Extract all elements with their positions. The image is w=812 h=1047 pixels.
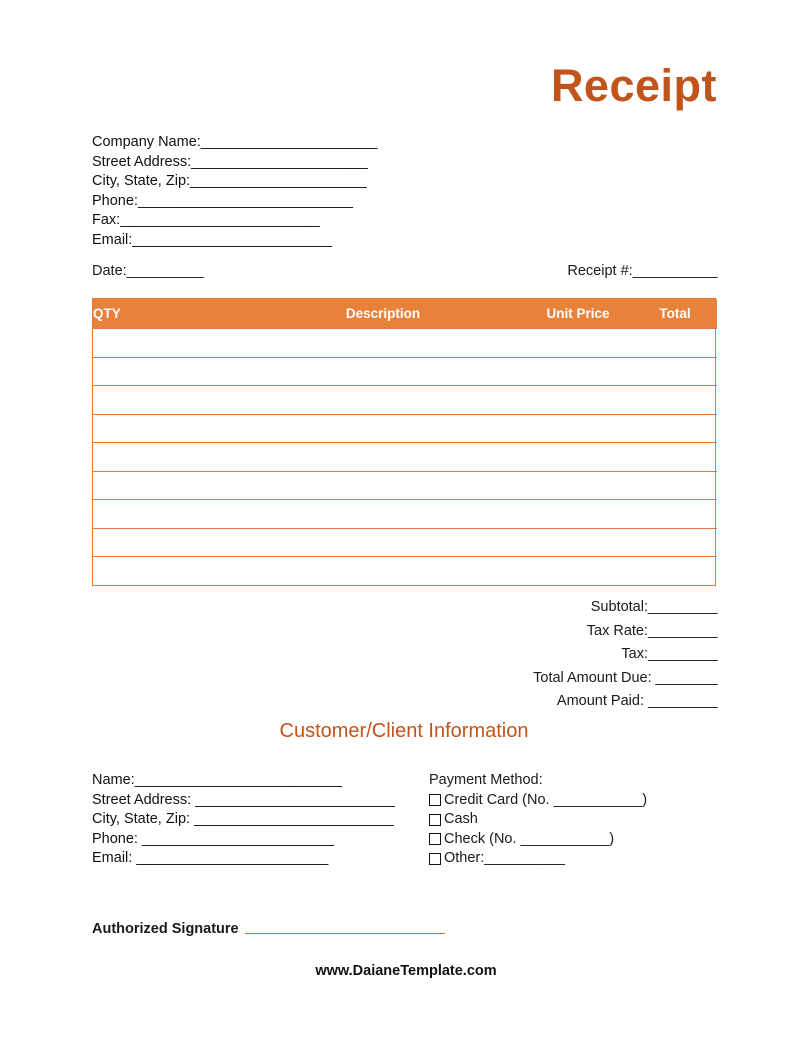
customer-field-city-state-zip (92, 810, 412, 830)
payment-option-credit-card[interactable] (429, 791, 719, 811)
cell-qty[interactable] (93, 471, 243, 500)
items-table-header-description: Description (243, 299, 523, 329)
checkbox-icon[interactable] (429, 794, 441, 806)
totals-total-amount-due-label: Total Amount Due: (533, 669, 652, 686)
cell-qty[interactable] (93, 443, 243, 472)
authorized-signature-label: Authorized Signature (92, 921, 239, 937)
customer-field-email-label: Email: (92, 850, 133, 866)
payment-option-other-label: Other:__________ (444, 850, 565, 866)
cell-unit-price[interactable] (523, 443, 633, 472)
company-field-company-name (92, 133, 512, 153)
cell-description[interactable] (243, 357, 523, 386)
customer-field-phone-fill[interactable]: _________________________ (142, 830, 334, 847)
table-row[interactable] (93, 386, 717, 415)
checkbox-icon[interactable] (429, 853, 441, 865)
company-field-fax-label: Fax: (92, 212, 121, 228)
checkbox-icon[interactable] (429, 833, 441, 845)
company-field-city-state-zip-label: City, State, Zip: (92, 173, 191, 189)
table-row[interactable] (93, 557, 717, 585)
totals-tax-rate (380, 620, 717, 644)
cell-unit-price[interactable] (523, 471, 633, 500)
customer-field-phone-label: Phone: (92, 830, 138, 847)
cell-total[interactable] (633, 471, 717, 500)
company-field-company-name-fill[interactable]: _______________________ (200, 134, 378, 150)
cell-description[interactable] (243, 557, 523, 585)
date-label: Date: (92, 263, 127, 279)
table-row[interactable] (93, 414, 717, 443)
items-table-body (93, 329, 717, 585)
customer-field-name-label: Name: (92, 772, 135, 788)
items-table-header-total: Total (633, 299, 717, 329)
items-table (92, 298, 716, 586)
table-row[interactable] (93, 471, 717, 500)
customer-field-street-address-label: Street Address: (92, 791, 192, 808)
totals-tax (380, 643, 717, 667)
table-row[interactable] (93, 443, 717, 472)
cell-unit-price[interactable] (523, 500, 633, 529)
cell-unit-price[interactable] (523, 414, 633, 443)
payment-method-title: Payment Method: (429, 772, 543, 788)
receipt-number-label: Receipt #: (567, 263, 633, 279)
customer-field-phone (92, 830, 412, 850)
company-field-street-address-label: Street Address: (92, 153, 192, 170)
cell-unit-price[interactable] (523, 528, 633, 557)
customer-field-street-address-fill[interactable]: __________________________ (195, 791, 395, 808)
cell-description[interactable] (243, 500, 523, 529)
totals-block (380, 596, 717, 714)
cell-total[interactable] (633, 414, 717, 443)
table-row[interactable] (93, 357, 717, 386)
payment-method-block (429, 771, 719, 869)
customer-field-city-state-zip-fill[interactable]: __________________________ (194, 811, 394, 827)
customer-field-email-fill[interactable]: _________________________ (136, 850, 328, 866)
payment-option-other[interactable] (429, 849, 719, 869)
totals-amount-paid-label: Amount Paid: (556, 693, 644, 709)
totals-tax-fill[interactable]: _________ (648, 646, 717, 662)
customer-field-name-fill[interactable]: ___________________________ (134, 772, 342, 788)
totals-tax-rate-label: Tax Rate: (586, 622, 649, 639)
customer-field-street-address (92, 791, 412, 811)
customer-field-city-state-zip-label: City, State, Zip: (92, 811, 191, 827)
totals-amount-paid (380, 690, 717, 714)
totals-total-amount-due-fill[interactable]: ________ (655, 669, 717, 686)
totals-amount-paid-fill[interactable]: _________ (648, 693, 717, 709)
cell-unit-price[interactable] (523, 386, 633, 415)
cell-qty[interactable] (93, 329, 243, 358)
company-field-email-fill[interactable]: __________________________ (132, 231, 332, 248)
cell-total[interactable] (633, 386, 717, 415)
company-information-block (92, 133, 512, 250)
cell-total[interactable] (633, 443, 717, 472)
totals-subtotal-label: Subtotal: (590, 599, 649, 615)
items-table-header-row (93, 299, 717, 329)
customer-field-name (92, 771, 412, 791)
table-row[interactable] (93, 528, 717, 557)
date-field (92, 262, 203, 281)
receipt-number-fill[interactable]: ___________ (632, 263, 717, 279)
footer-website: www.DaianeTemplate.com (315, 963, 497, 979)
cell-unit-price[interactable] (523, 329, 633, 358)
table-row[interactable] (93, 500, 717, 529)
checkbox-icon[interactable] (429, 814, 441, 826)
page-title: Receipt (550, 60, 717, 111)
cell-unit-price[interactable] (523, 557, 633, 585)
cell-unit-price[interactable] (523, 357, 633, 386)
company-field-company-name-label: Company Name: (92, 134, 201, 150)
cell-total[interactable] (633, 528, 717, 557)
payment-option-cash[interactable] (429, 810, 719, 830)
cell-total[interactable] (633, 557, 717, 585)
company-field-phone (92, 192, 512, 212)
customer-field-email (92, 849, 412, 869)
items-table-header-qty: QTY (93, 299, 243, 329)
payment-option-cash-label: Cash (444, 811, 478, 827)
cell-description[interactable] (243, 386, 523, 415)
cell-qty[interactable] (93, 500, 243, 529)
cell-description[interactable] (243, 471, 523, 500)
cell-total[interactable] (633, 357, 717, 386)
items-table-header-unit-price: Unit Price (523, 299, 633, 329)
cell-qty[interactable] (93, 386, 243, 415)
company-field-street-address-fill[interactable]: _______________________ (191, 153, 368, 170)
company-field-fax (92, 211, 512, 231)
customer-information-heading: Customer/Client Information (279, 720, 529, 742)
company-field-email-label: Email: (92, 231, 133, 248)
totals-subtotal-fill[interactable]: _________ (648, 599, 717, 615)
totals-tax-label: Tax: (621, 646, 649, 662)
totals-tax-rate-fill[interactable]: _________ (648, 622, 717, 639)
cell-description[interactable] (243, 528, 523, 557)
cell-qty[interactable] (93, 528, 243, 557)
payment-option-credit-card-label: Credit Card (No. ___________) (444, 791, 648, 808)
authorized-signature-line[interactable] (245, 932, 445, 934)
cell-qty[interactable] (93, 557, 243, 585)
company-field-phone-label: Phone: (92, 192, 138, 209)
cell-total[interactable] (633, 500, 717, 529)
cell-qty[interactable] (93, 414, 243, 443)
cell-total[interactable] (633, 329, 717, 358)
customer-information-block (92, 771, 412, 869)
cell-description[interactable] (243, 443, 523, 472)
authorized-signature-field (92, 921, 592, 937)
company-field-city-state-zip (92, 172, 512, 192)
payment-option-check-label: Check (No. ___________) (444, 830, 615, 847)
receipt-number-field (567, 262, 717, 281)
date-fill[interactable]: __________ (126, 263, 204, 279)
company-field-phone-fill[interactable]: ____________________________ (137, 192, 353, 209)
totals-subtotal (380, 596, 717, 620)
company-field-email (92, 231, 512, 251)
cell-description[interactable] (243, 414, 523, 443)
cell-qty[interactable] (93, 357, 243, 386)
totals-total-amount-due (380, 667, 717, 691)
company-field-city-state-zip-fill[interactable]: _______________________ (190, 173, 367, 189)
payment-option-check[interactable] (429, 830, 719, 850)
company-field-fax-fill[interactable]: __________________________ (120, 212, 320, 228)
company-field-street-address (92, 153, 512, 173)
table-row[interactable] (93, 329, 717, 358)
cell-description[interactable] (243, 329, 523, 358)
